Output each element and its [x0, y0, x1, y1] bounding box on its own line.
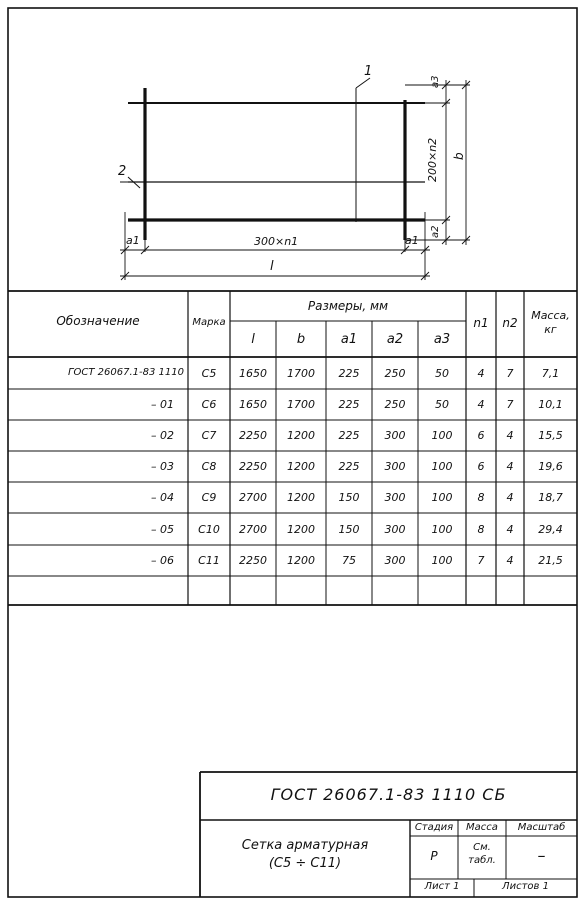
row-mass: 21,5 — [538, 554, 563, 567]
callout-1-label: 1 — [364, 64, 373, 79]
header-designation: Обозначение — [56, 314, 140, 328]
row-l: 2250 — [239, 554, 267, 567]
row-a2: 300 — [384, 554, 406, 567]
row-a1: 225 — [338, 460, 360, 473]
row-designation: – 05 — [151, 523, 174, 536]
stamp-mass-value-2: табл. — [468, 855, 496, 866]
header-mass: Масса, — [531, 309, 570, 322]
row-a3: 50 — [435, 398, 449, 411]
callout-2-label: 2 — [118, 164, 127, 179]
row-l: 2700 — [239, 523, 267, 536]
row-n1: 8 — [477, 491, 485, 504]
dim-300n1-label: 300×n1 — [254, 235, 299, 248]
sheet-border — [8, 8, 577, 897]
row-b: 1200 — [287, 554, 315, 567]
row-mass: 7,1 — [541, 367, 560, 380]
header-n2: n2 — [502, 316, 518, 330]
row-mass: 29,4 — [538, 523, 563, 536]
row-n2: 4 — [506, 460, 514, 473]
row-b: 1200 — [287, 429, 315, 442]
dim-l-label: l — [270, 259, 274, 274]
row-designation: ГОСТ 26067.1-83 1110 — [67, 367, 184, 378]
row-mass: 10,1 — [538, 398, 563, 411]
row-n1: 4 — [477, 398, 485, 411]
row-n2: 4 — [506, 491, 514, 504]
header-l: l — [251, 332, 255, 347]
header-mass-unit: кг — [544, 323, 557, 336]
row-a3: 100 — [431, 460, 453, 473]
header-a1: a1 — [340, 332, 358, 347]
row-n1: 7 — [477, 554, 485, 567]
header-mark: Марка — [192, 317, 226, 328]
dim-a1-right-label: a1 — [405, 234, 419, 247]
stamp-mass-value-1: См. — [473, 842, 491, 853]
row-n2: 4 — [506, 429, 514, 442]
row-a2: 250 — [384, 367, 406, 380]
dim-a3-label: a3 — [430, 75, 441, 88]
row-a3: 100 — [431, 491, 453, 504]
row-a3: 100 — [431, 523, 453, 536]
row-l: 2250 — [239, 460, 267, 473]
row-a3: 50 — [435, 367, 449, 380]
dim-b-label: b — [452, 152, 466, 160]
mesh-bars — [128, 88, 425, 240]
stamp-title-line2: (С5 ÷ С11) — [268, 856, 342, 871]
row-b: 1200 — [287, 491, 315, 504]
row-mark: С7 — [201, 429, 217, 442]
stamp-scale-label: Масштаб — [517, 822, 566, 833]
row-a3: 100 — [431, 429, 453, 442]
header-a3: a3 — [433, 332, 451, 347]
header-dimensions: Размеры, мм — [307, 299, 389, 313]
row-a2: 300 — [384, 523, 406, 536]
row-n1: 6 — [477, 460, 485, 473]
stamp-sheets-label: Листов 1 — [502, 881, 549, 892]
row-designation: – 06 — [151, 554, 174, 567]
row-mark: С6 — [201, 398, 217, 411]
stamp-stage-label: Стадия — [414, 822, 454, 833]
row-a1: 150 — [338, 491, 360, 504]
row-n2: 4 — [506, 554, 514, 567]
row-mass: 19,6 — [538, 460, 563, 473]
callout-leaders — [120, 78, 370, 188]
row-mark: С8 — [201, 460, 217, 473]
row-a2: 300 — [384, 491, 406, 504]
row-l: 2700 — [239, 491, 267, 504]
row-a2: 300 — [384, 429, 406, 442]
row-mark: С10 — [198, 523, 220, 536]
row-l: 1650 — [239, 398, 267, 411]
stamp-title-line1: Сетка арматурная — [241, 838, 369, 853]
stamp-sheet-label: Лист 1 — [424, 881, 460, 892]
header-n1: n1 — [473, 316, 489, 330]
row-l: 1650 — [239, 367, 267, 380]
row-mark: С9 — [201, 491, 217, 504]
stamp-doc-code: ГОСТ 26067.1-83 1110 СБ — [270, 785, 507, 804]
row-mass: 18,7 — [538, 491, 563, 504]
header-b: b — [296, 332, 306, 347]
row-designation: – 04 — [151, 491, 174, 504]
row-mark: С11 — [198, 554, 220, 567]
stamp-scale-value: – — [537, 846, 546, 865]
row-a1: 150 — [338, 523, 360, 536]
row-n2: 7 — [506, 367, 514, 380]
row-a1: 75 — [342, 554, 356, 567]
row-designation: – 01 — [151, 398, 174, 411]
row-n1: 4 — [477, 367, 485, 380]
row-a2: 250 — [384, 398, 406, 411]
row-b: 1200 — [287, 523, 315, 536]
dim-200n2-label: 200×n2 — [426, 137, 439, 182]
row-b: 1200 — [287, 460, 315, 473]
stamp-mass-label: Масса — [466, 822, 498, 833]
row-a1: 225 — [338, 398, 360, 411]
row-n1: 8 — [477, 523, 485, 536]
row-b: 1700 — [287, 398, 315, 411]
row-n1: 6 — [477, 429, 485, 442]
row-b: 1700 — [287, 367, 315, 380]
row-a1: 225 — [338, 429, 360, 442]
row-l: 2250 — [239, 429, 267, 442]
row-mass: 15,5 — [538, 429, 563, 442]
row-designation: – 03 — [151, 460, 174, 473]
row-a1: 225 — [338, 367, 360, 380]
row-designation: – 02 — [151, 429, 174, 442]
row-mark: С5 — [201, 367, 217, 380]
row-n2: 4 — [506, 523, 514, 536]
row-a3: 100 — [431, 554, 453, 567]
row-n2: 7 — [506, 398, 514, 411]
stamp-stage-value: Р — [430, 849, 438, 863]
header-a2: a2 — [386, 332, 404, 347]
dim-a2-label: a2 — [430, 225, 441, 238]
row-a2: 300 — [384, 460, 406, 473]
dim-a1-left-label: a1 — [126, 234, 140, 247]
